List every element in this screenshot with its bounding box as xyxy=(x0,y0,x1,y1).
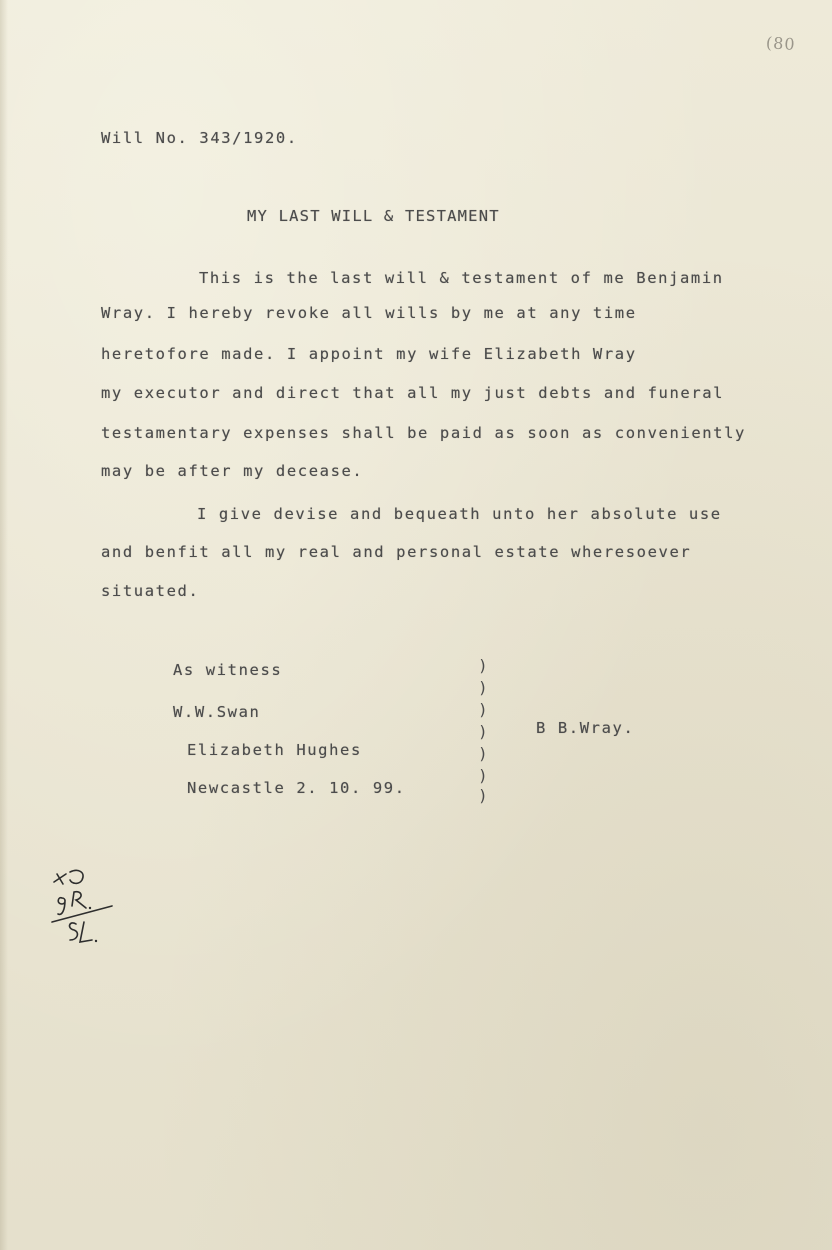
body-line: testamentary expenses shall be paid as soon as conveniently xyxy=(101,424,746,442)
body-line: Wray. I hereby revoke all wills by me at any time xyxy=(101,304,637,322)
brace-mark: ) xyxy=(478,656,488,675)
handwritten-notation xyxy=(48,860,118,950)
body-line: I give devise and bequeath unto her absolute use xyxy=(197,505,722,523)
witness-name-2: Elizabeth Hughes xyxy=(187,741,362,759)
brace-mark: ) xyxy=(478,744,488,763)
witness-name-1: W.W.Swan xyxy=(173,703,261,721)
brace-mark: ) xyxy=(478,786,488,805)
brace-mark: ) xyxy=(478,678,488,697)
body-line: This is the last will & testament of me Benjamin xyxy=(199,269,724,287)
brace-mark: ) xyxy=(478,700,488,719)
brace-mark: ) xyxy=(478,766,488,785)
corner-folio-mark: (80 xyxy=(765,32,797,55)
body-line: may be after my decease. xyxy=(101,462,364,480)
body-line: heretofore made. I appoint my wife Elizabeth Wray xyxy=(101,345,637,363)
testator-signature: B B.Wray. xyxy=(536,719,635,737)
witness-label: As witness xyxy=(173,661,283,679)
document-title: MY LAST WILL & TESTAMENT xyxy=(247,207,500,225)
brace-mark: ) xyxy=(478,722,488,741)
witness-place-date: Newcastle 2. 10. 99. xyxy=(187,779,406,797)
body-line: and benfit all my real and personal estate wheresoever xyxy=(101,543,692,561)
page-edge-shadow xyxy=(0,0,8,1250)
body-line: my executor and direct that all my just debts and funeral xyxy=(101,384,725,402)
body-line: situated. xyxy=(101,582,200,600)
will-number: Will No. 343/1920. xyxy=(101,129,298,147)
